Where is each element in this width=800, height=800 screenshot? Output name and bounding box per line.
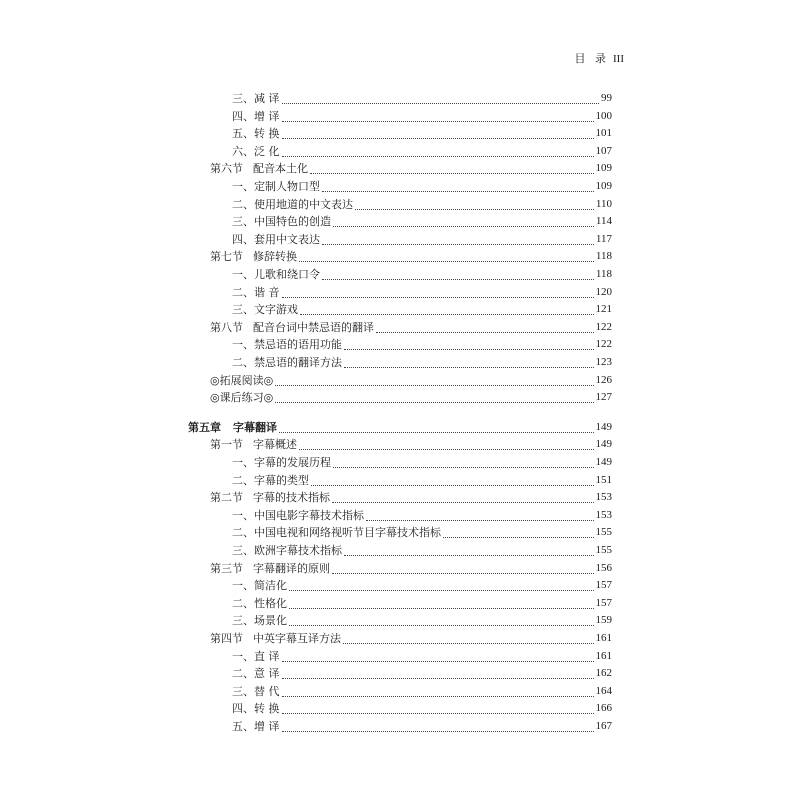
toc-section (210, 248, 612, 265)
toc-page-number: 114 (595, 215, 612, 228)
dot-leader (355, 208, 594, 210)
dot-leader (344, 554, 594, 556)
toc-section-label (210, 372, 273, 389)
dot-leader (289, 589, 594, 591)
toc-item-title: 五、增 译 (232, 720, 280, 733)
toc-page-number: 167 (595, 720, 612, 732)
toc-chapter-label (188, 419, 277, 436)
toc-item (232, 90, 612, 107)
toc-page-number: 109 (595, 162, 612, 175)
toc-item-label (232, 700, 280, 717)
dot-leader (282, 730, 594, 732)
toc-section (210, 489, 612, 506)
toc-item-title: 三、场景化 (232, 614, 287, 628)
toc-item (232, 213, 612, 230)
toc-section-label (210, 560, 330, 577)
dot-leader (332, 572, 594, 574)
toc-page-number: 153 (595, 491, 612, 504)
toc-page-number: 122 (595, 320, 612, 333)
toc-item-label (232, 213, 331, 230)
toc-page-number: 123 (595, 356, 612, 368)
toc-section-title: 中英字幕互译方法 (253, 632, 341, 645)
toc-section-title: 配音本土化 (253, 162, 308, 176)
dot-leader (299, 448, 594, 450)
toc-section-number: 第四节 (210, 632, 243, 645)
toc-section (210, 630, 612, 647)
toc-item (232, 266, 612, 283)
toc-item-title: 四、增 译 (232, 109, 280, 123)
toc-page-number: 166 (595, 702, 612, 715)
toc-page-number: 107 (595, 144, 612, 157)
toc-page-number: 155 (595, 544, 612, 556)
toc-page-number: 151 (595, 473, 612, 486)
toc-item-title: 六、泛 化 (232, 144, 280, 158)
toc-item-title: 二、禁忌语的翻译方法 (232, 356, 342, 369)
toc-item-title: 二、谐 音 (232, 285, 280, 299)
toc-chapter (188, 419, 612, 436)
dot-leader (275, 401, 593, 403)
toc-item-label (232, 90, 280, 107)
dot-leader (332, 501, 594, 503)
toc-item-title: 二、字幕的类型 (232, 473, 309, 487)
dot-leader (344, 348, 594, 350)
toc-item-label (232, 336, 342, 353)
dot-leader (282, 296, 594, 298)
toc-item (232, 700, 612, 717)
dot-leader (344, 366, 594, 368)
toc-item (232, 196, 612, 213)
toc-page-number: 120 (595, 285, 612, 298)
toc-page-number: 149 (595, 420, 612, 433)
toc-page-number: 157 (595, 596, 612, 609)
toc-section-label (210, 160, 308, 177)
toc-item (232, 577, 612, 594)
dot-leader (333, 225, 594, 227)
toc-item-label (232, 284, 280, 301)
toc-section-title: 字幕概述 (253, 438, 297, 452)
dot-leader (282, 660, 594, 662)
toc-item-label (232, 577, 287, 594)
dot-leader (333, 466, 594, 468)
toc-page-number: 118 (595, 250, 612, 263)
toc-item-label (232, 143, 280, 160)
toc-section-title: 修辞转换 (253, 250, 297, 264)
toc-item (232, 108, 612, 125)
toc-item-title: 三、欧洲字幕技术指标 (232, 544, 342, 557)
dot-leader (443, 536, 594, 538)
toc-page-number: 156 (595, 561, 612, 574)
toc-item-label (232, 231, 320, 248)
toc-item-label (232, 108, 280, 125)
toc-page-number: 153 (595, 508, 612, 521)
toc-item (232, 284, 612, 301)
toc-item (232, 665, 612, 682)
toc-item-title: 一、儿歌和绕口令 (232, 268, 320, 281)
dot-leader (289, 624, 594, 626)
toc-page-number: 121 (595, 303, 612, 316)
toc-item (232, 454, 612, 471)
toc-item-label (232, 524, 441, 541)
toc-item-title: 一、直 译 (232, 649, 280, 663)
toc-item (232, 336, 612, 353)
dot-leader (282, 137, 594, 139)
toc-page-number: 101 (595, 127, 612, 140)
toc-item (232, 125, 612, 142)
toc-item-title: 三、减 译 (232, 92, 280, 105)
toc-item-title: 二、意 译 (232, 667, 280, 681)
toc-item-title: 三、替 代 (232, 684, 280, 698)
toc-section-label (210, 389, 273, 406)
toc-page-number: 157 (595, 579, 612, 592)
toc-section (210, 319, 612, 336)
toc-page-number: 100 (595, 109, 612, 122)
toc-section-title: ◎拓展阅读◎ (210, 373, 274, 387)
dot-leader (282, 695, 594, 697)
dot-leader (282, 102, 600, 104)
toc-item-title: 一、简洁化 (232, 579, 287, 593)
toc-section (210, 436, 612, 453)
page-folio: III (613, 53, 624, 65)
running-head-title: 目 录 (574, 52, 609, 65)
dot-leader (300, 313, 594, 315)
dot-leader (282, 155, 594, 157)
toc-item (232, 178, 612, 195)
toc-item-label (232, 718, 280, 735)
dot-leader (282, 712, 594, 714)
toc-page-number: 122 (595, 338, 612, 351)
toc-section-number: 第八节 (210, 320, 243, 334)
toc-item-title: 五、转 换 (232, 127, 280, 141)
toc-item (232, 231, 612, 248)
toc-item-label (232, 454, 331, 471)
toc-item (232, 648, 612, 665)
toc-item-label (232, 196, 353, 213)
toc-page-number: 109 (595, 180, 612, 192)
toc-item-title: 二、中国电视和网络视听节目字幕技术指标 (232, 526, 441, 540)
dot-leader (322, 190, 594, 192)
toc-page-number: 155 (595, 526, 612, 539)
dot-leader (311, 484, 594, 486)
toc-item-title: 一、字幕的发展历程 (232, 456, 331, 469)
toc-item-label (232, 125, 280, 142)
toc-page-number: 149 (595, 456, 612, 468)
toc-section-label (210, 436, 297, 453)
toc-item (232, 354, 612, 371)
toc-section-title: ◎课后练习◎ (210, 391, 274, 405)
toc-item-label (232, 648, 280, 665)
toc-page-number: 159 (595, 614, 612, 627)
toc-page-number: 161 (595, 632, 612, 644)
toc-item-title: 二、使用地道的中文表达 (232, 197, 353, 211)
toc-item (232, 143, 612, 160)
toc-item-title: 三、文字游戏 (232, 303, 298, 317)
toc-item-label (232, 683, 280, 700)
dot-leader (299, 260, 594, 262)
toc-item (232, 683, 612, 700)
toc-item-title: 一、禁忌语的语用功能 (232, 338, 342, 352)
toc-item-title: 四、转 换 (232, 702, 280, 716)
dot-leader (289, 607, 594, 609)
toc-item-label (232, 542, 342, 559)
toc-item-title: 三、中国特色的创造 (232, 215, 331, 229)
toc-item (232, 612, 612, 629)
toc-item (232, 301, 612, 318)
toc-section (210, 389, 612, 406)
toc-section-number: 第一节 (210, 438, 243, 452)
toc-section-label (210, 319, 374, 336)
toc-item-label (232, 595, 287, 612)
toc-section-number: 第二节 (210, 491, 243, 505)
toc-chapter-title: 字幕翻译 (233, 420, 277, 434)
toc-item-label (232, 507, 364, 524)
toc-section-title: 配音台词中禁忌语的翻译 (253, 320, 374, 334)
toc-item-label (232, 612, 287, 629)
toc-page-number: 127 (595, 391, 612, 404)
toc-page-number: 149 (595, 438, 612, 451)
toc-item-label (232, 354, 342, 371)
toc-section-label (210, 248, 297, 265)
toc-page-number: 161 (595, 649, 612, 662)
toc-page-number: 162 (595, 667, 612, 680)
toc-item-label (232, 301, 298, 318)
dot-leader (366, 519, 594, 521)
toc-section (210, 160, 612, 177)
toc-section-number: 第三节 (210, 561, 243, 575)
toc-item (232, 472, 612, 489)
toc-page-number: 126 (595, 373, 612, 386)
toc-section (210, 560, 612, 577)
toc-item-label (232, 266, 320, 283)
toc-item-title: 二、性格化 (232, 596, 287, 610)
toc-item (232, 524, 612, 541)
toc-item-title: 一、定制人物口型 (232, 180, 320, 193)
dot-leader (282, 120, 594, 122)
dot-leader (376, 331, 594, 333)
toc-page-number: 164 (595, 684, 612, 697)
toc-item (232, 718, 612, 735)
dot-leader (310, 172, 594, 174)
dot-leader (275, 384, 593, 386)
toc-item-title: 一、中国电影字幕技术指标 (232, 508, 364, 522)
toc-section-number: 第七节 (210, 250, 243, 264)
dot-leader (279, 431, 594, 433)
toc-page-number: 110 (595, 197, 612, 210)
toc-page-number: 99 (601, 92, 612, 104)
toc-section-title: 字幕的技术指标 (253, 491, 330, 505)
toc-section-number: 第六节 (210, 162, 243, 176)
toc-item-title: 四、套用中文表达 (232, 232, 320, 246)
dot-leader (322, 243, 594, 245)
toc-section-title: 字幕翻译的原则 (253, 561, 330, 575)
toc-item-label (232, 472, 309, 489)
toc-page-number: 118 (595, 268, 612, 280)
toc-section-label (210, 630, 341, 647)
toc-section (210, 372, 612, 389)
toc-section-label (210, 489, 330, 506)
toc-page-number: 117 (595, 232, 612, 245)
toc-item (232, 507, 612, 524)
toc-item (232, 595, 612, 612)
dot-leader (343, 642, 594, 644)
toc-chapter-number: 第五章 (188, 420, 221, 434)
toc-item-label (232, 665, 280, 682)
toc-item (232, 542, 612, 559)
dot-leader (282, 677, 594, 679)
dot-leader (322, 278, 594, 280)
toc-item-label (232, 178, 320, 195)
